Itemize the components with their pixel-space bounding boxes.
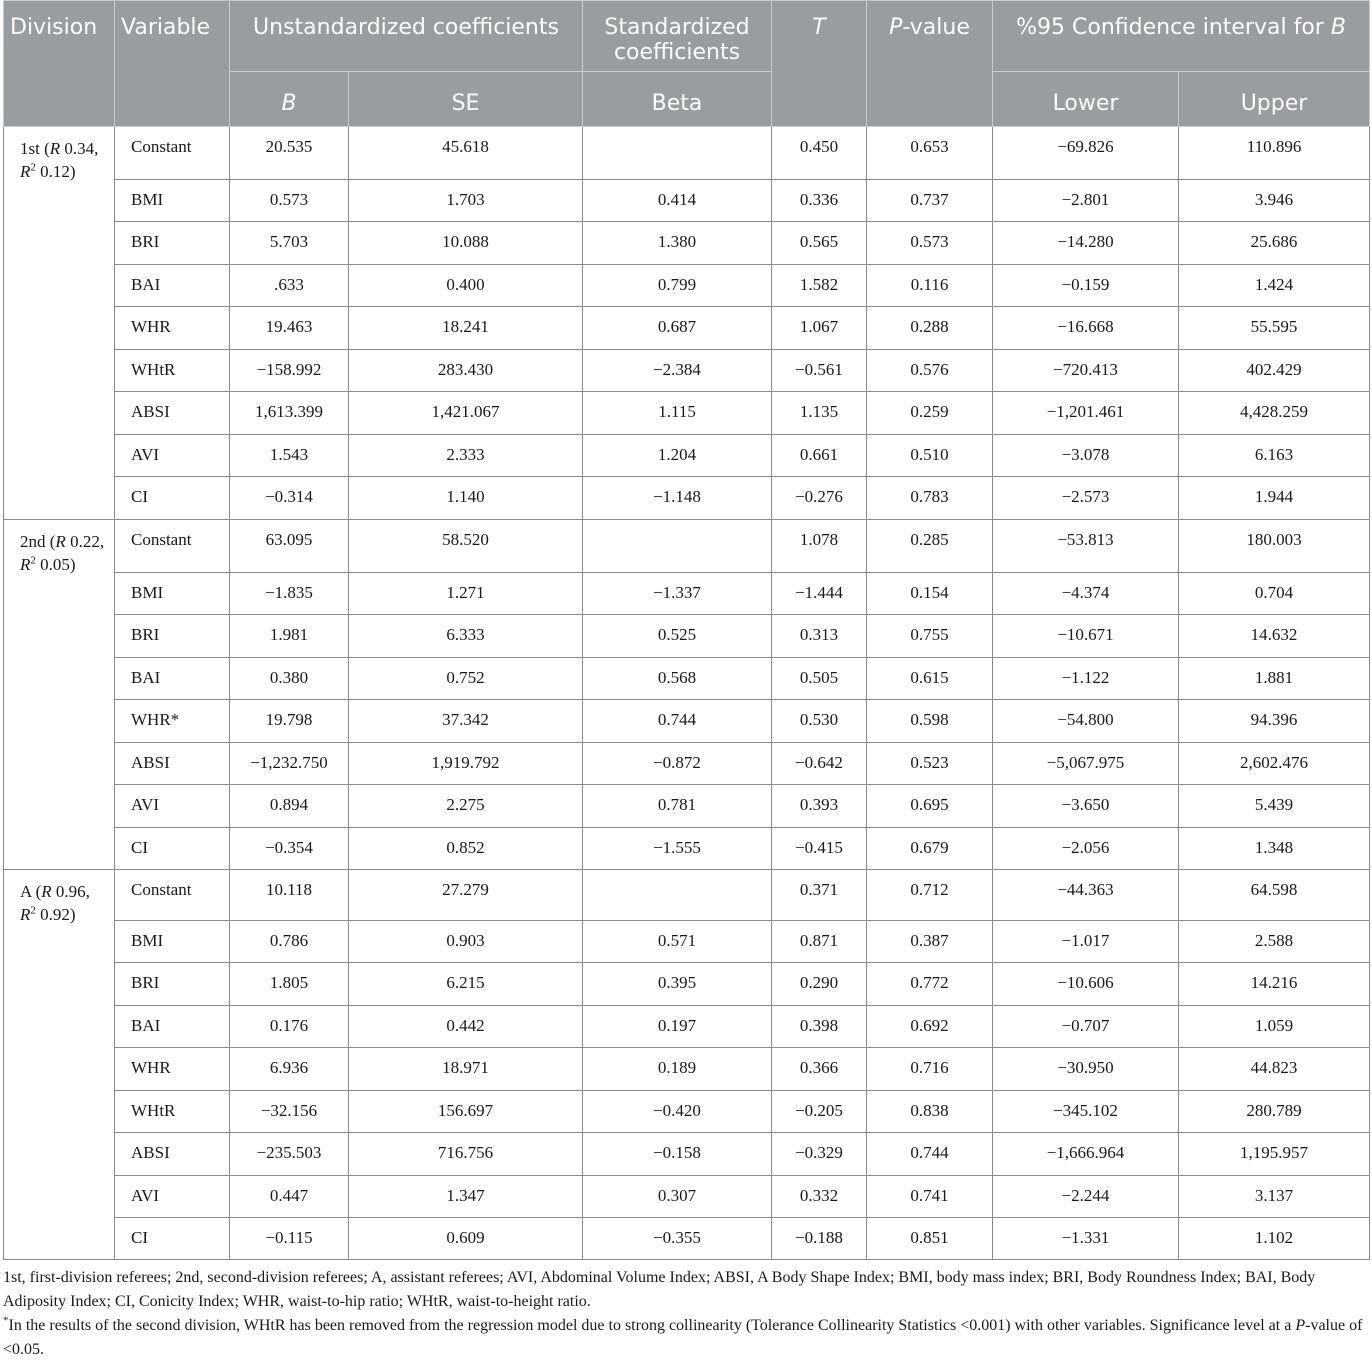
p-cell: 0.737 bbox=[867, 180, 993, 222]
beta-cell: 1.115 bbox=[583, 392, 772, 435]
se-cell: 6.215 bbox=[349, 963, 583, 1006]
lower-cell: −720.413 bbox=[993, 350, 1179, 392]
se-cell: 0.400 bbox=[349, 265, 583, 307]
beta-cell: 0.525 bbox=[583, 615, 772, 658]
lower-cell: −2.573 bbox=[993, 477, 1179, 520]
b-cell: 63.095 bbox=[230, 520, 349, 573]
lower-cell: −2.056 bbox=[993, 828, 1179, 870]
division-r2-sup: 2 bbox=[30, 554, 36, 567]
b-cell: −0.354 bbox=[230, 828, 349, 870]
variable-cell: BMI bbox=[115, 180, 230, 222]
b-cell: 1.543 bbox=[230, 435, 349, 477]
p-cell: 0.523 bbox=[867, 743, 993, 785]
upper-cell: 64.598 bbox=[1179, 870, 1370, 921]
t-cell: −0.329 bbox=[772, 1133, 867, 1176]
division-r2-label: R bbox=[20, 905, 31, 924]
variable-cell: ABSI bbox=[115, 1133, 230, 1176]
beta-cell: 0.781 bbox=[583, 785, 772, 828]
table-row bbox=[4, 870, 1370, 921]
b-cell: 0.380 bbox=[230, 658, 349, 700]
table-row bbox=[4, 520, 1370, 573]
header-division: Division bbox=[4, 1, 115, 127]
upper-cell: 1.102 bbox=[1179, 1218, 1370, 1260]
beta-cell: 0.744 bbox=[583, 700, 772, 743]
beta-cell: −1.555 bbox=[583, 828, 772, 870]
upper-cell: 1.881 bbox=[1179, 658, 1370, 700]
division-r2-sup: 2 bbox=[30, 161, 36, 174]
footnote-note bbox=[3, 1314, 1369, 1362]
p-cell: 0.387 bbox=[867, 921, 993, 963]
p-cell: 0.598 bbox=[867, 700, 993, 743]
b-cell: −0.115 bbox=[230, 1218, 349, 1260]
p-cell: 0.653 bbox=[867, 127, 993, 180]
table-row bbox=[4, 265, 1370, 307]
division-r2-label: R bbox=[20, 555, 31, 574]
division-r2-value: 0.92) bbox=[35, 905, 76, 924]
header-beta: Beta bbox=[583, 72, 772, 127]
variable-cell: BAI bbox=[115, 658, 230, 700]
upper-cell: 1.424 bbox=[1179, 265, 1370, 307]
se-cell: 1,421.067 bbox=[349, 392, 583, 435]
se-cell: 18.971 bbox=[349, 1048, 583, 1091]
lower-cell: −14.280 bbox=[993, 222, 1179, 265]
t-cell: 0.313 bbox=[772, 615, 867, 658]
lower-cell: −53.813 bbox=[993, 520, 1179, 573]
se-cell: 6.333 bbox=[349, 615, 583, 658]
lower-cell: −0.707 bbox=[993, 1006, 1179, 1048]
beta-cell: 0.197 bbox=[583, 1006, 772, 1048]
b-cell: −1.835 bbox=[230, 573, 349, 615]
beta-cell: −1.148 bbox=[583, 477, 772, 520]
variable-cell: ABSI bbox=[115, 392, 230, 435]
division-r-label: R bbox=[41, 882, 52, 901]
lower-cell: −16.668 bbox=[993, 307, 1179, 350]
variable-cell: AVI bbox=[115, 785, 230, 828]
upper-cell: 180.003 bbox=[1179, 520, 1370, 573]
p-cell: 0.692 bbox=[867, 1006, 993, 1048]
t-cell: 1.067 bbox=[772, 307, 867, 350]
lower-cell: −1.331 bbox=[993, 1218, 1179, 1260]
division-r-label: R bbox=[49, 139, 61, 158]
beta-cell: −0.158 bbox=[583, 1133, 772, 1176]
upper-cell: 1,195.957 bbox=[1179, 1133, 1370, 1176]
upper-cell: 280.789 bbox=[1179, 1091, 1370, 1133]
table-row bbox=[4, 477, 1370, 520]
se-cell: 18.241 bbox=[349, 307, 583, 350]
b-cell: 0.176 bbox=[230, 1006, 349, 1048]
variable-cell: AVI bbox=[115, 435, 230, 477]
t-cell: 0.450 bbox=[772, 127, 867, 180]
upper-cell: 2.588 bbox=[1179, 921, 1370, 963]
upper-cell: 25.686 bbox=[1179, 222, 1370, 265]
variable-cell: ABSI bbox=[115, 743, 230, 785]
lower-cell: −10.671 bbox=[993, 615, 1179, 658]
t-cell: 0.366 bbox=[772, 1048, 867, 1091]
lower-cell: −2.244 bbox=[993, 1176, 1179, 1218]
header-variable: Variable bbox=[115, 1, 230, 127]
p-cell: 0.783 bbox=[867, 477, 993, 520]
b-cell: 10.118 bbox=[230, 870, 349, 921]
t-cell: 0.565 bbox=[772, 222, 867, 265]
upper-cell: 4,428.259 bbox=[1179, 392, 1370, 435]
upper-cell: 5.439 bbox=[1179, 785, 1370, 828]
lower-cell: −2.801 bbox=[993, 180, 1179, 222]
p-cell: 0.755 bbox=[867, 615, 993, 658]
header-standardized: Standardized coefficients bbox=[583, 1, 772, 72]
table-row bbox=[4, 658, 1370, 700]
beta-cell: −0.420 bbox=[583, 1091, 772, 1133]
lower-cell: −4.374 bbox=[993, 573, 1179, 615]
table-row bbox=[4, 615, 1370, 658]
t-cell: 0.505 bbox=[772, 658, 867, 700]
lower-cell: −44.363 bbox=[993, 870, 1179, 921]
beta-cell bbox=[583, 520, 772, 573]
se-cell: 2.333 bbox=[349, 435, 583, 477]
division-r2-value: 0.12) bbox=[35, 162, 76, 181]
p-cell: 0.288 bbox=[867, 307, 993, 350]
b-cell: −32.156 bbox=[230, 1091, 349, 1133]
p-cell: 0.772 bbox=[867, 963, 993, 1006]
variable-cell: Constant bbox=[115, 127, 230, 180]
t-cell: 0.661 bbox=[772, 435, 867, 477]
variable-cell: WHR* bbox=[115, 700, 230, 743]
b-cell: −1,232.750 bbox=[230, 743, 349, 785]
b-cell: 0.786 bbox=[230, 921, 349, 963]
table-row bbox=[4, 1006, 1370, 1048]
lower-cell: −1.017 bbox=[993, 921, 1179, 963]
footnote-p-letter: P bbox=[1295, 1317, 1306, 1334]
b-cell: 0.447 bbox=[230, 1176, 349, 1218]
footnote-note-text: In the results of the second division, WHtR has been removed from the regression model due to strong collinearity (Tolerance Collinearity Statistics <0.001) with other variables. Significance level at a bbox=[8, 1317, 1296, 1334]
header-unstandardized: Unstandardized coefficients bbox=[230, 1, 583, 72]
upper-cell: 110.896 bbox=[1179, 127, 1370, 180]
beta-cell: −0.355 bbox=[583, 1218, 772, 1260]
beta-cell: −2.384 bbox=[583, 350, 772, 392]
beta-cell: 0.395 bbox=[583, 963, 772, 1006]
variable-cell: BAI bbox=[115, 265, 230, 307]
variable-cell: CI bbox=[115, 477, 230, 520]
t-cell: 1.078 bbox=[772, 520, 867, 573]
division-prefix: 1st ( bbox=[20, 139, 50, 158]
se-cell: 156.697 bbox=[349, 1091, 583, 1133]
variable-cell: Constant bbox=[115, 870, 230, 921]
upper-cell: 1.944 bbox=[1179, 477, 1370, 520]
header-p-rest: -value bbox=[902, 15, 970, 40]
se-cell: 0.442 bbox=[349, 1006, 583, 1048]
table-row bbox=[4, 180, 1370, 222]
upper-cell: 44.823 bbox=[1179, 1048, 1370, 1091]
variable-cell: WHtR bbox=[115, 1091, 230, 1133]
b-cell: 0.573 bbox=[230, 180, 349, 222]
division-cell bbox=[4, 520, 115, 870]
header-upper: Upper bbox=[1179, 72, 1370, 127]
b-cell: 19.463 bbox=[230, 307, 349, 350]
lower-cell: −5,067.975 bbox=[993, 743, 1179, 785]
table-row bbox=[4, 573, 1370, 615]
t-cell: 0.871 bbox=[772, 921, 867, 963]
se-cell: 1,919.792 bbox=[349, 743, 583, 785]
variable-cell: CI bbox=[115, 1218, 230, 1260]
division-cell bbox=[4, 127, 115, 520]
division-r-value: 0.34, bbox=[60, 139, 99, 158]
division-r-value: 0.22, bbox=[65, 532, 105, 551]
t-cell: −0.188 bbox=[772, 1218, 867, 1260]
division-r-value: 0.96, bbox=[51, 882, 90, 901]
upper-cell: 55.595 bbox=[1179, 307, 1370, 350]
t-cell: 0.332 bbox=[772, 1176, 867, 1218]
header-ci-b: B bbox=[1330, 15, 1346, 40]
b-cell: 20.535 bbox=[230, 127, 349, 180]
division-r2-sup: 2 bbox=[30, 904, 36, 917]
t-cell: −0.642 bbox=[772, 743, 867, 785]
p-cell: 0.573 bbox=[867, 222, 993, 265]
t-cell: 0.371 bbox=[772, 870, 867, 921]
table-row bbox=[4, 1218, 1370, 1260]
se-cell: 283.430 bbox=[349, 350, 583, 392]
se-cell: 0.609 bbox=[349, 1218, 583, 1260]
p-cell: 0.285 bbox=[867, 520, 993, 573]
variable-cell: WHR bbox=[115, 307, 230, 350]
upper-cell: 6.163 bbox=[1179, 435, 1370, 477]
lower-cell: −3.650 bbox=[993, 785, 1179, 828]
upper-cell: 3.137 bbox=[1179, 1176, 1370, 1218]
table-row bbox=[4, 963, 1370, 1006]
beta-cell bbox=[583, 870, 772, 921]
se-cell: 2.275 bbox=[349, 785, 583, 828]
division-cell bbox=[4, 870, 115, 1260]
header-ci-prefix: %95 Confidence interval for bbox=[1016, 15, 1331, 40]
se-cell: 1.140 bbox=[349, 477, 583, 520]
upper-cell: 14.216 bbox=[1179, 963, 1370, 1006]
b-cell: 1.805 bbox=[230, 963, 349, 1006]
footnote-abbreviations: 1st, first-division referees; 2nd, second-division referees; A, assistant referees; AVI, Abdominal Volume Index; ABSI, A Body Shape Index; BMI, body mass index; BRI, Body Roundness Index; BAI, Body Adiposity Index; CI, Conicity Index; WHR, waist-to-hip ratio; WHtR, waist-to-height ratio. bbox=[3, 1269, 1316, 1310]
lower-cell: −1.122 bbox=[993, 658, 1179, 700]
variable-cell: BRI bbox=[115, 963, 230, 1006]
se-cell: 45.618 bbox=[349, 127, 583, 180]
se-cell: 27.279 bbox=[349, 870, 583, 921]
t-cell: −0.561 bbox=[772, 350, 867, 392]
t-cell: −0.415 bbox=[772, 828, 867, 870]
lower-cell: −1,666.964 bbox=[993, 1133, 1179, 1176]
variable-cell: CI bbox=[115, 828, 230, 870]
lower-cell: −54.800 bbox=[993, 700, 1179, 743]
beta-cell: −1.337 bbox=[583, 573, 772, 615]
lower-cell: −10.606 bbox=[993, 963, 1179, 1006]
upper-cell: 0.704 bbox=[1179, 573, 1370, 615]
b-cell: −158.992 bbox=[230, 350, 349, 392]
upper-cell: 94.396 bbox=[1179, 700, 1370, 743]
variable-cell: BMI bbox=[115, 921, 230, 963]
beta-cell: 1.380 bbox=[583, 222, 772, 265]
t-cell: 0.530 bbox=[772, 700, 867, 743]
upper-cell: 1.348 bbox=[1179, 828, 1370, 870]
beta-cell bbox=[583, 127, 772, 180]
lower-cell: −3.078 bbox=[993, 435, 1179, 477]
table-body bbox=[4, 127, 1370, 1260]
header-t: T bbox=[772, 1, 867, 127]
footnote-star: * bbox=[3, 1314, 9, 1327]
se-cell: 1.347 bbox=[349, 1176, 583, 1218]
header-p-value bbox=[867, 1, 993, 127]
table-row bbox=[4, 127, 1370, 180]
p-cell: 0.259 bbox=[867, 392, 993, 435]
b-cell: 6.936 bbox=[230, 1048, 349, 1091]
header-p-letter: P bbox=[889, 15, 903, 40]
lower-cell: −345.102 bbox=[993, 1091, 1179, 1133]
table-row bbox=[4, 828, 1370, 870]
t-cell: 0.398 bbox=[772, 1006, 867, 1048]
upper-cell: 1.059 bbox=[1179, 1006, 1370, 1048]
table-row bbox=[4, 350, 1370, 392]
se-cell: 1.271 bbox=[349, 573, 583, 615]
beta-cell: 0.687 bbox=[583, 307, 772, 350]
division-r2-value: 0.05) bbox=[35, 555, 76, 574]
p-cell: 0.679 bbox=[867, 828, 993, 870]
table-row bbox=[4, 1048, 1370, 1091]
se-cell: 0.852 bbox=[349, 828, 583, 870]
beta-cell: 0.568 bbox=[583, 658, 772, 700]
t-cell: −0.276 bbox=[772, 477, 867, 520]
variable-cell: WHR bbox=[115, 1048, 230, 1091]
lower-cell: −30.950 bbox=[993, 1048, 1179, 1091]
beta-cell: 0.189 bbox=[583, 1048, 772, 1091]
division-r-label: R bbox=[55, 532, 66, 551]
table-row bbox=[4, 921, 1370, 963]
header-ci bbox=[993, 1, 1370, 72]
beta-cell: 0.307 bbox=[583, 1176, 772, 1218]
t-cell: −0.205 bbox=[772, 1091, 867, 1133]
division-prefix: A ( bbox=[20, 882, 42, 901]
footnote-note-end: -value of <0.05. bbox=[3, 1317, 1363, 1358]
beta-cell: 0.414 bbox=[583, 180, 772, 222]
beta-cell: 1.204 bbox=[583, 435, 772, 477]
p-cell: 0.615 bbox=[867, 658, 993, 700]
se-cell: 10.088 bbox=[349, 222, 583, 265]
t-cell: 1.135 bbox=[772, 392, 867, 435]
variable-cell: BRI bbox=[115, 222, 230, 265]
p-cell: 0.712 bbox=[867, 870, 993, 921]
se-cell: 58.520 bbox=[349, 520, 583, 573]
p-cell: 0.744 bbox=[867, 1133, 993, 1176]
b-cell: −0.314 bbox=[230, 477, 349, 520]
header-b: B bbox=[230, 72, 349, 127]
upper-cell: 402.429 bbox=[1179, 350, 1370, 392]
p-cell: 0.838 bbox=[867, 1091, 993, 1133]
variable-cell: WHtR bbox=[115, 350, 230, 392]
b-cell: .633 bbox=[230, 265, 349, 307]
table-row bbox=[4, 743, 1370, 785]
table-container bbox=[3, 0, 1369, 1362]
header-lower: Lower bbox=[993, 72, 1179, 127]
upper-cell: 2,602.476 bbox=[1179, 743, 1370, 785]
upper-cell: 3.946 bbox=[1179, 180, 1370, 222]
b-cell: 19.798 bbox=[230, 700, 349, 743]
lower-cell: −1,201.461 bbox=[993, 392, 1179, 435]
t-cell: 0.393 bbox=[772, 785, 867, 828]
t-cell: 0.290 bbox=[772, 963, 867, 1006]
header-se: SE bbox=[349, 72, 583, 127]
variable-cell: AVI bbox=[115, 1176, 230, 1218]
p-cell: 0.741 bbox=[867, 1176, 993, 1218]
table-row bbox=[4, 1133, 1370, 1176]
b-cell: 1,613.399 bbox=[230, 392, 349, 435]
beta-cell: 0.799 bbox=[583, 265, 772, 307]
t-cell: 0.336 bbox=[772, 180, 867, 222]
variable-cell: Constant bbox=[115, 520, 230, 573]
t-cell: −1.444 bbox=[772, 573, 867, 615]
table-row bbox=[4, 435, 1370, 477]
division-r2-label: R bbox=[20, 162, 31, 181]
b-cell: −235.503 bbox=[230, 1133, 349, 1176]
b-cell: 1.981 bbox=[230, 615, 349, 658]
p-cell: 0.716 bbox=[867, 1048, 993, 1091]
variable-cell: BRI bbox=[115, 615, 230, 658]
table-row bbox=[4, 392, 1370, 435]
regression-table bbox=[3, 0, 1370, 1260]
table-row bbox=[4, 307, 1370, 350]
table-row bbox=[4, 785, 1370, 828]
b-cell: 0.894 bbox=[230, 785, 349, 828]
se-cell: 0.752 bbox=[349, 658, 583, 700]
se-cell: 37.342 bbox=[349, 700, 583, 743]
se-cell: 1.703 bbox=[349, 180, 583, 222]
b-cell: 5.703 bbox=[230, 222, 349, 265]
table-header bbox=[4, 1, 1370, 127]
table-footnotes bbox=[3, 1266, 1369, 1362]
se-cell: 716.756 bbox=[349, 1133, 583, 1176]
p-cell: 0.116 bbox=[867, 265, 993, 307]
variable-cell: BMI bbox=[115, 573, 230, 615]
table-row bbox=[4, 700, 1370, 743]
table-row bbox=[4, 1176, 1370, 1218]
table-row bbox=[4, 1091, 1370, 1133]
p-cell: 0.154 bbox=[867, 573, 993, 615]
p-cell: 0.851 bbox=[867, 1218, 993, 1260]
lower-cell: −0.159 bbox=[993, 265, 1179, 307]
t-cell: 1.582 bbox=[772, 265, 867, 307]
p-cell: 0.576 bbox=[867, 350, 993, 392]
se-cell: 0.903 bbox=[349, 921, 583, 963]
lower-cell: −69.826 bbox=[993, 127, 1179, 180]
variable-cell: BAI bbox=[115, 1006, 230, 1048]
division-prefix: 2nd ( bbox=[20, 532, 56, 551]
p-cell: 0.695 bbox=[867, 785, 993, 828]
beta-cell: 0.571 bbox=[583, 921, 772, 963]
p-cell: 0.510 bbox=[867, 435, 993, 477]
beta-cell: −0.872 bbox=[583, 743, 772, 785]
upper-cell: 14.632 bbox=[1179, 615, 1370, 658]
table-row bbox=[4, 222, 1370, 265]
